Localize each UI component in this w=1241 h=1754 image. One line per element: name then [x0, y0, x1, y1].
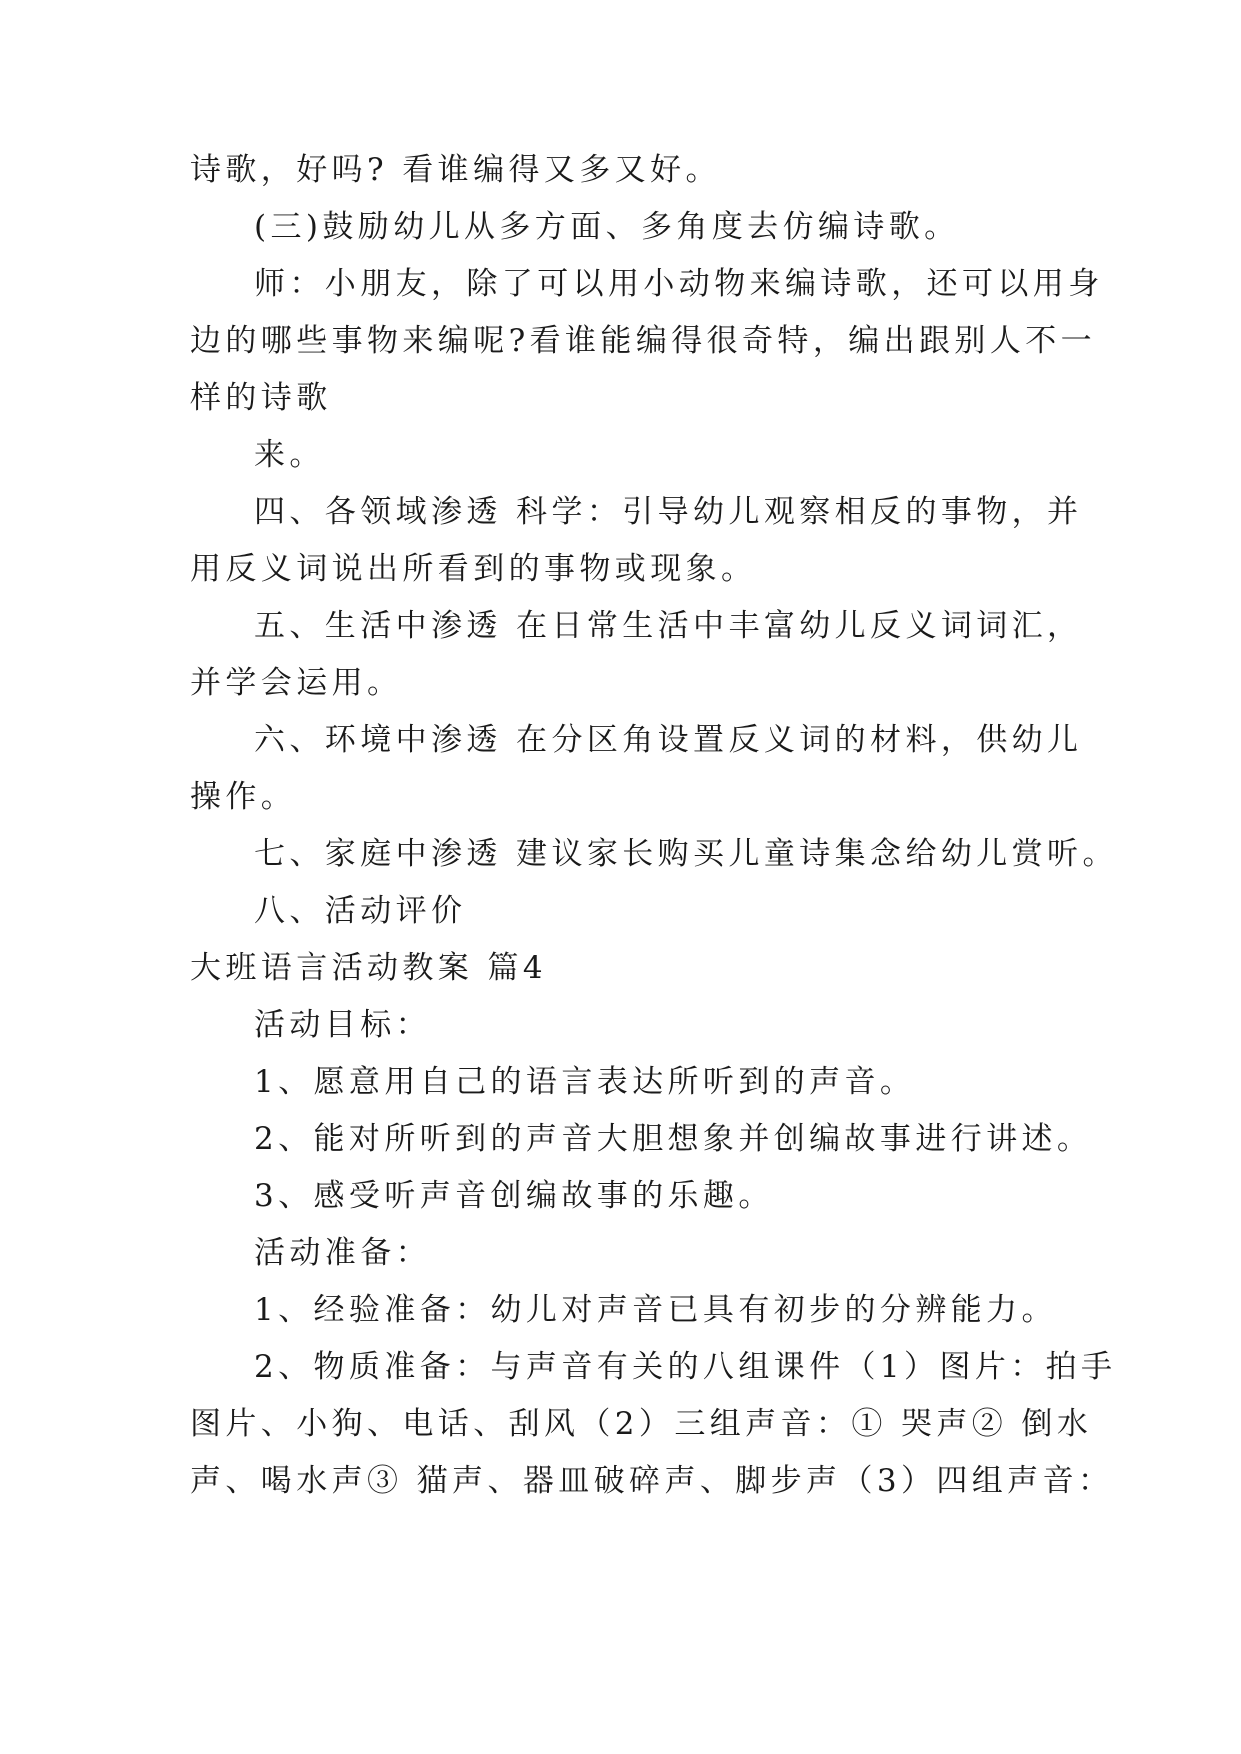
section-heading: 大班语言活动教案 篇4	[190, 950, 547, 986]
text-line: 1、经验准备：幼儿对声音已具有初步的分辨能力。	[254, 1292, 1057, 1328]
text-line: 五、生活中渗透 在日常生活中丰富幼儿反义词词汇，	[254, 608, 1083, 644]
text-line: 操作。	[190, 779, 297, 815]
text-line: 诗歌，好吗? 看谁编得又多又好。	[190, 152, 721, 188]
text-line: (三)鼓励幼儿从多方面、多角度去仿编诗歌。	[254, 209, 960, 245]
text-line: 声、喝水声③ 猫声、器皿破碎声、脚步声（3）四组声音：	[190, 1463, 1114, 1499]
text-line: 1、愿意用自己的语言表达所听到的声音。	[254, 1064, 916, 1100]
text-line: 四、各领域渗透 科学：引导幼儿观察相反的事物，并	[254, 494, 1083, 530]
text-line: 活动目标：	[254, 1007, 431, 1043]
text-line: 并学会运用。	[190, 665, 403, 701]
text-line: 六、环境中渗透 在分区角设置反义词的材料，供幼儿	[254, 722, 1083, 758]
text-line: 用反义词说出所看到的事物或现象。	[190, 551, 757, 587]
text-line: 七、家庭中渗透 建议家长购买儿童诗集念给幼儿赏听。	[254, 836, 1118, 872]
text-line: 边的哪些事物来编呢?看谁能编得很奇特，编出跟别人不一	[190, 323, 1097, 359]
text-line: 图片、小狗、电话、刮风（2）三组声音：① 哭声② 倒水	[190, 1406, 1093, 1442]
text-line: 来。	[254, 437, 325, 473]
text-line: 2、能对所听到的声音大胆想象并创编故事进行讲述。	[254, 1121, 1093, 1157]
text-line: 3、感受听声音创编故事的乐趣。	[254, 1178, 774, 1214]
text-line: 样的诗歌	[190, 380, 332, 416]
text-line: 2、物质准备：与声音有关的八组课件（1）图片：拍手	[254, 1349, 1117, 1385]
text-line: 师：小朋友，除了可以用小动物来编诗歌，还可以用身	[254, 266, 1104, 302]
text-line: 活动准备：	[254, 1235, 431, 1271]
text-line: 八、活动评价	[254, 893, 467, 929]
